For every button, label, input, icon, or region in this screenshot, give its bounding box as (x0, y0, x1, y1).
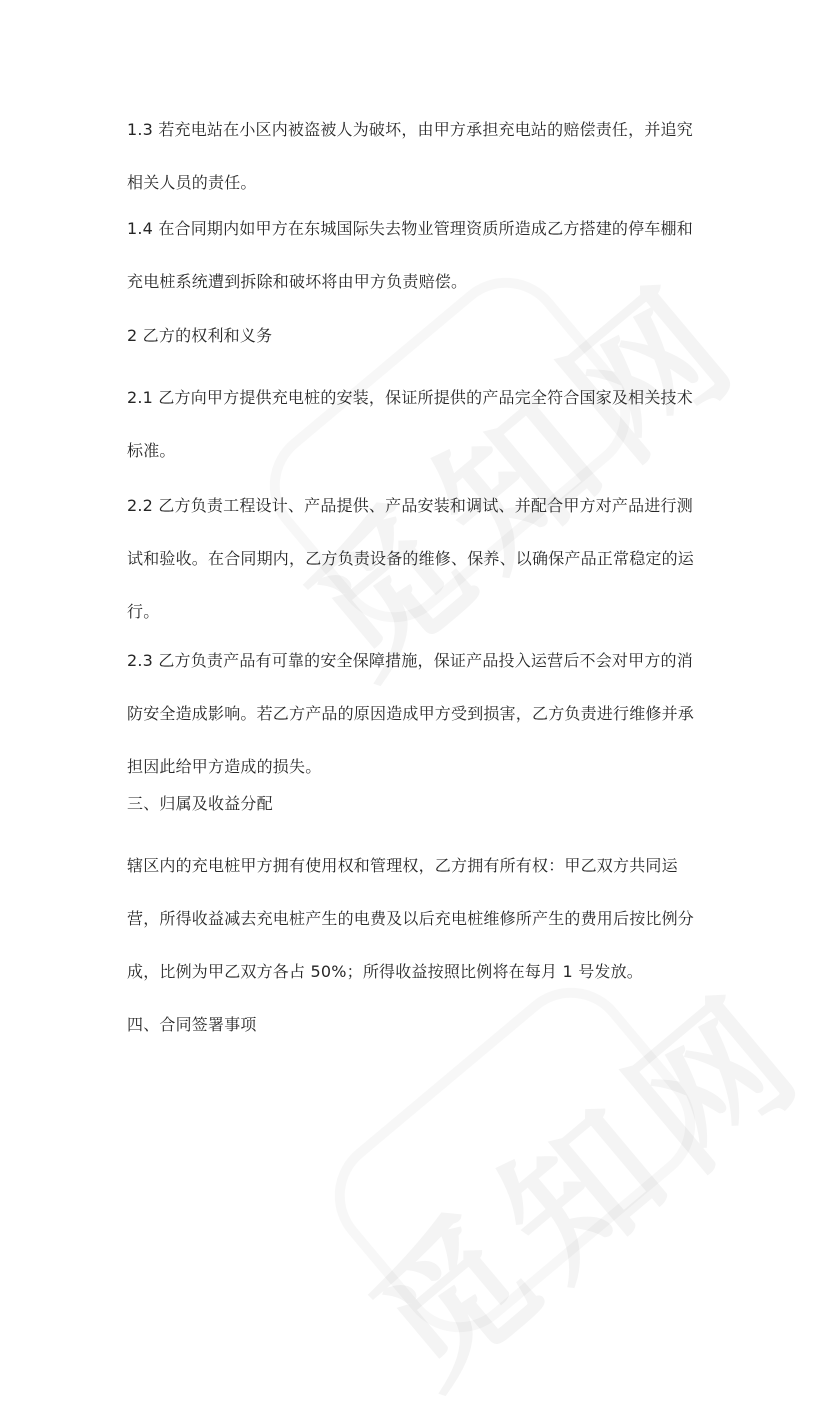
clause-1-3: 1.3 若充电站在小区内被盗被人为破坏，由甲方承担充电站的赔偿责任，并追究相关人员的责任。 (127, 120, 693, 192)
clause-3-revenue: 辖区内的充电桩甲方拥有使用权和管理权，乙方拥有所有权：甲乙双方共同运营，所得收益减去充电桩产生的电费及以后充电桩维修所产生的费用后按比例分成，比例为甲乙双方各占 50%；所得收益按照比例将在每月 1 号发放。 (127, 856, 695, 981)
clause-2-3: 2.3 乙方负责产品有可靠的安全保障措施，保证产品投入运营后不会对甲方的消防安全造成影响。若乙方产品的原因造成甲方受到损害，乙方负责进行维修并承担因此给甲方造成的损失。 (127, 651, 695, 776)
clause-2-2: 2.2 乙方负责工程设计、产品提供、产品安装和调试、并配合甲方对产品进行测试和验收。在合同期内，乙方负责设备的维修、保养、以确保产品正常稳定的运行。 (127, 496, 695, 621)
section-heading-4: 四、合同签署事项 (127, 1015, 257, 1034)
clause-2-1: 2.1 乙方向甲方提供充电桩的安装，保证所提供的产品完全符合国家及相关技术标准。 (127, 388, 693, 460)
section-heading-3: 三、归属及收益分配 (127, 794, 273, 813)
section-heading-2: 2 乙方的权利和义务 (127, 326, 273, 345)
clause-1-4: 1.4 在合同期内如甲方在东城国际失去物业管理资质所造成乙方搭建的停车棚和充电桩系统遭到拆除和破坏将由甲方负责赔偿。 (127, 219, 693, 291)
